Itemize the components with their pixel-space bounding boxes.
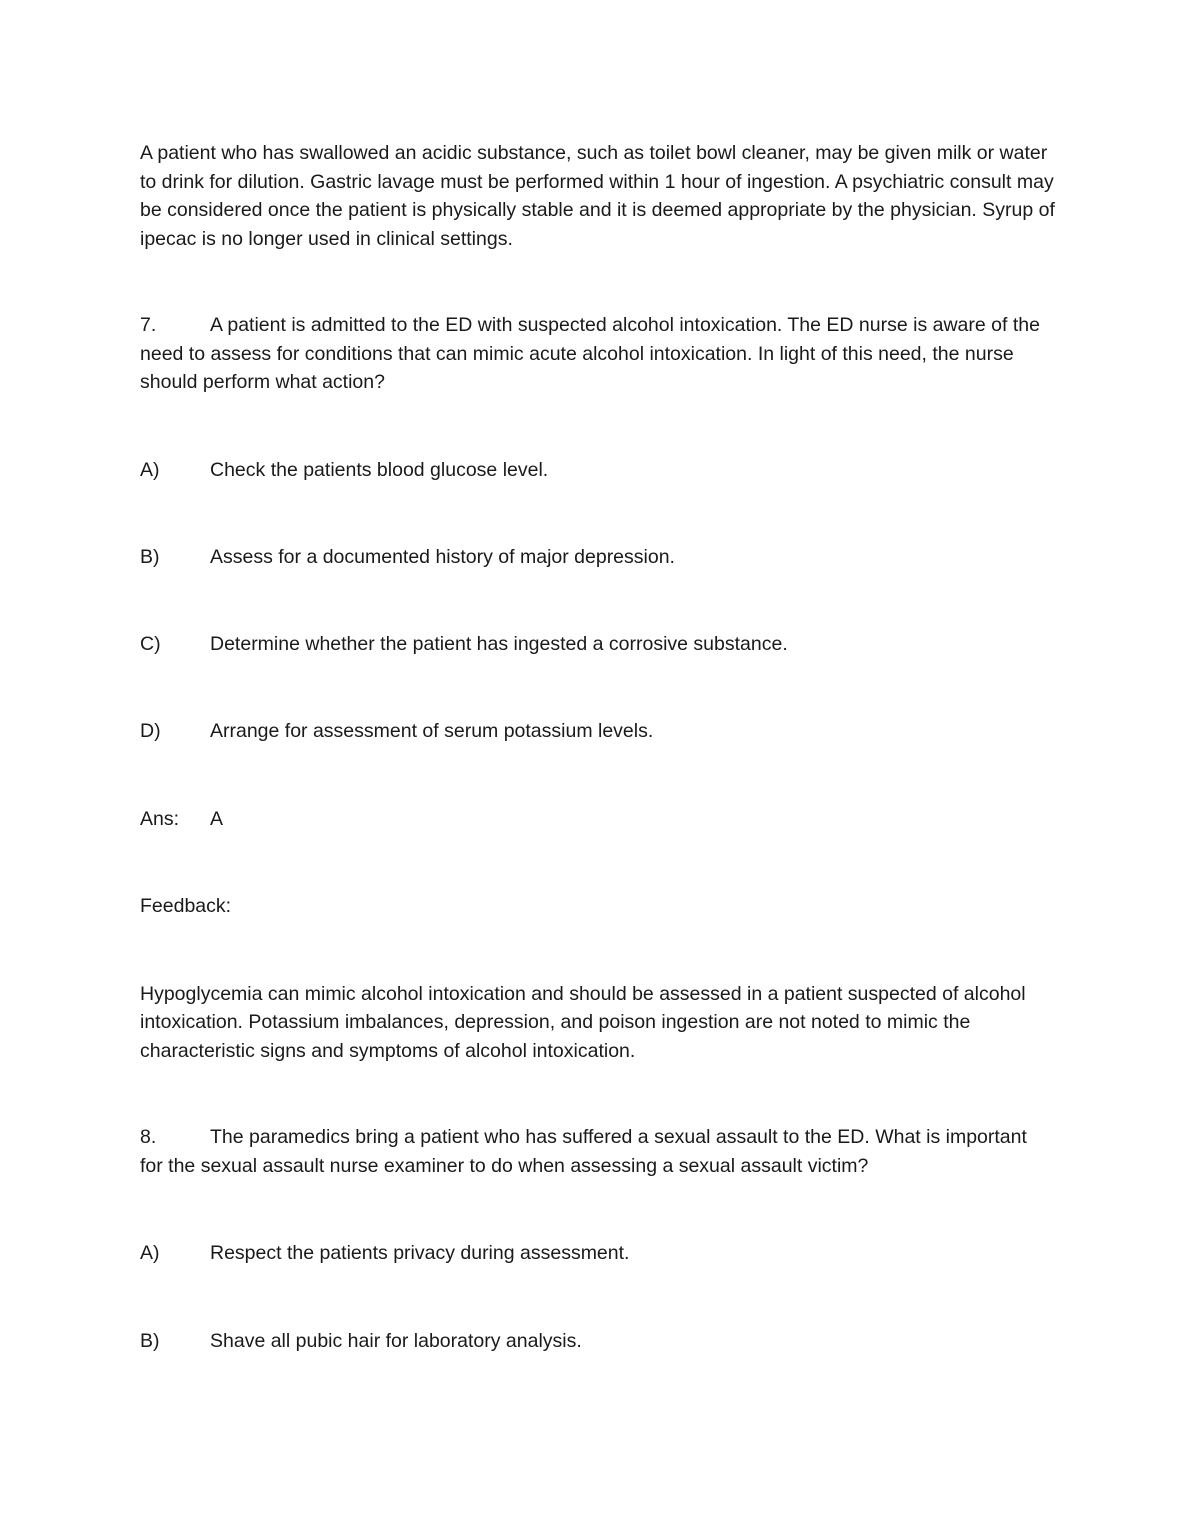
option-letter: B) — [140, 545, 160, 568]
option-letter: A) — [140, 458, 160, 481]
intro-paragraph: A patient who has swallowed an acidic substance, such as toilet bowl cleaner, may be given milk or water to drink for dilution. Gastric lavage must be performed within 1 hour of ingestion. A psychiatric consult may be considered once the patient is physically stable and it is deemed appropriate by the physician. Syrup of ipecac is no longer used in clinical settings. — [140, 142, 1055, 250]
option-a — [140, 456, 1055, 485]
option-text: Determine whether the patient has ingested a corrosive substance. — [210, 633, 788, 655]
question-number: 7. — [140, 314, 157, 336]
option-text: Assess for a documented history of major depression. — [210, 545, 675, 568]
option-letter: C) — [140, 633, 161, 655]
option-b — [140, 1327, 1055, 1356]
option-letter: A) — [140, 1242, 160, 1264]
question-text: A patient is admitted to the ED with suspected alcohol intoxication. The ED nurse is aware of the need to assess for conditions that can mimic acute alcohol intoxication. In light of this need, the nurse should perform what action? — [140, 314, 1040, 393]
answer-value: A — [210, 807, 224, 830]
option-b — [140, 543, 1055, 572]
question-8 — [140, 1123, 1055, 1180]
option-letter: B) — [140, 1329, 160, 1352]
option-text: Arrange for assessment of serum potassium levels. — [210, 720, 654, 742]
option-letter: D) — [140, 720, 161, 742]
option-a — [140, 1239, 1055, 1268]
question-number: 8. — [140, 1126, 157, 1148]
answer-line — [140, 805, 1055, 834]
feedback-text: Hypoglycemia can mimic alcohol intoxication and should be assessed in a patient suspected of alcohol intoxication. Potassium imbalances, depression, and poison ingestion are not noted to mimic the characteristic signs and symptoms of alcohol intoxication. — [140, 982, 1026, 1062]
option-c — [140, 630, 1055, 659]
answer-label: Ans: — [140, 807, 180, 830]
document-page — [140, 139, 1055, 1355]
option-d — [140, 717, 1055, 746]
feedback-label: Feedback: — [140, 895, 232, 917]
option-text: Check the patients blood glucose level. — [210, 458, 549, 481]
question-text: The paramedics bring a patient who has suffered a sexual assault to the ED. What is important for the sexual assault nurse examiner to do when assessing a sexual assault victim? — [140, 1126, 1027, 1177]
question-7 — [140, 311, 1055, 397]
option-text: Respect the patients privacy during assessment. — [210, 1242, 630, 1264]
option-text: Shave all pubic hair for laboratory analysis. — [210, 1329, 582, 1352]
